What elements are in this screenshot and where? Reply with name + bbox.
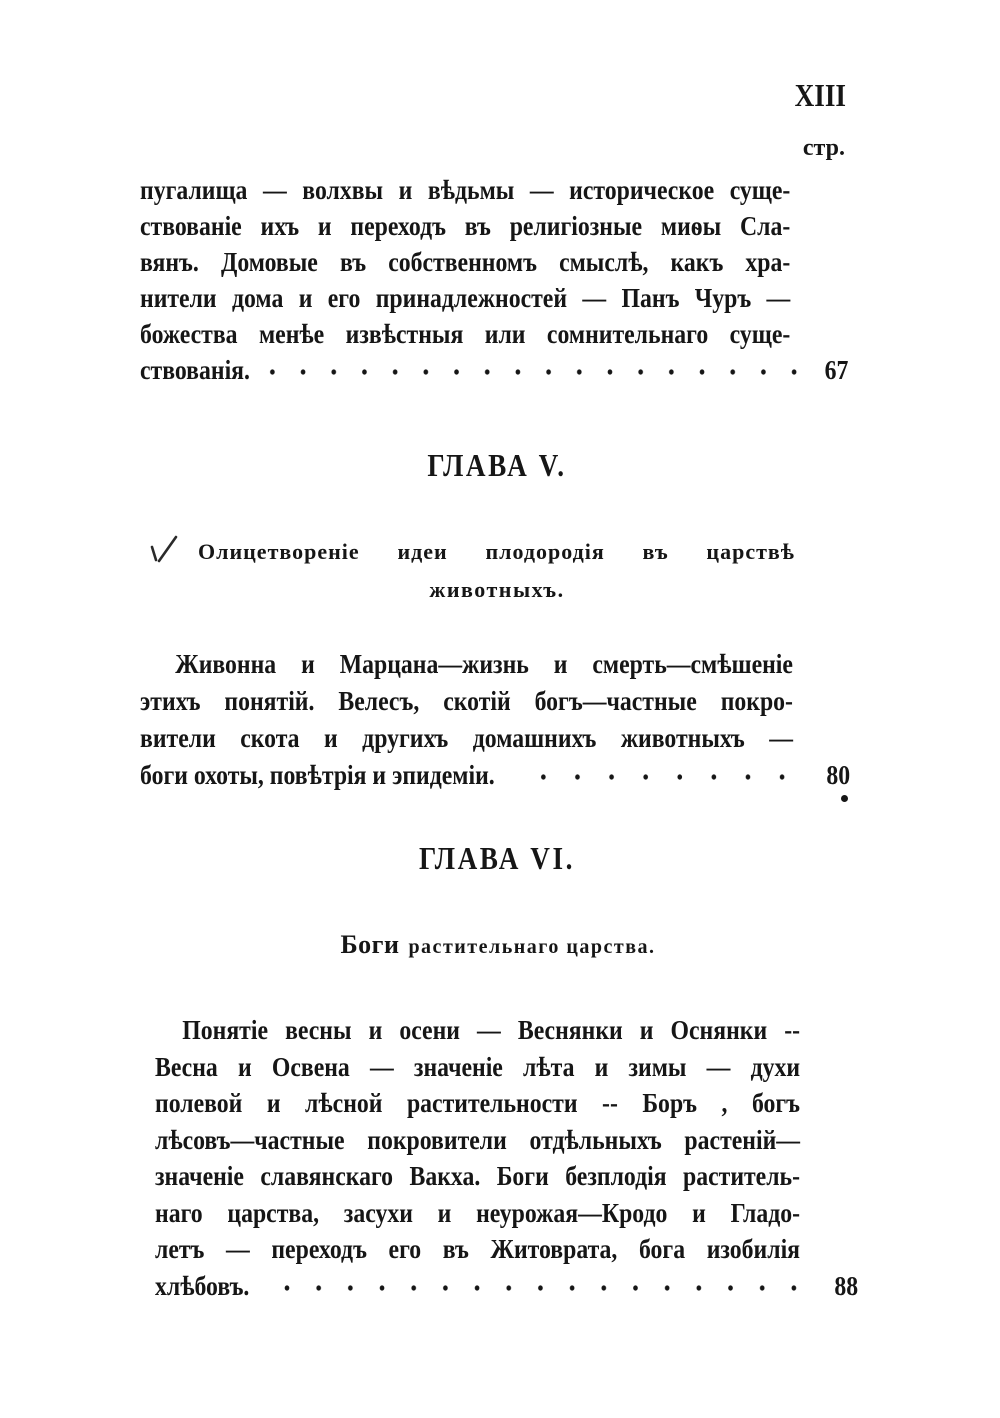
entry-line: значеніе славянскаго Вакха. Боги безплодія раститель-: [155, 1161, 801, 1191]
entry-line: летъ — переходъ его въ Житоврата, бога изобилія: [155, 1234, 801, 1264]
entry-line: ствованіе ихъ и переходъ въ религіозные миѳы Сла-: [140, 211, 791, 241]
entry-line-end: ствованія.: [140, 355, 250, 385]
dot-leader: [257, 369, 810, 375]
entry-line-end: хлѣбовъ.: [155, 1270, 250, 1301]
toc-entry-chapter-5: [140, 646, 850, 794]
entry-line: наго царства, засухи и неурожая—Кродо и Гладо-: [155, 1197, 801, 1228]
stray-ink-dot: [841, 795, 848, 802]
chapter-heading: ГЛАВА V.: [427, 447, 567, 483]
page-column-label: стр.: [802, 135, 845, 161]
entry-last-line: [140, 352, 848, 388]
toc-entry-chapter-6: [155, 1012, 858, 1304]
entry-line: вители скота и другихъ домашнихъ животныхъ —: [140, 723, 793, 753]
chapter-title-line: Олицетвореніе идеи плодородія въ царствѣ: [198, 539, 795, 564]
entry-page-number: 67: [824, 355, 849, 385]
entry-line-end: боги охоты, повѣтрія и эпидеміи.: [140, 760, 495, 790]
toc-entry-continued: [140, 172, 848, 388]
dot-leader: [271, 1285, 809, 1291]
chapter-title-rest: растительнаго царства.: [408, 936, 656, 958]
handwritten-check-mark: [147, 534, 179, 568]
entry-line: вянъ. Домовые въ собственномъ смыслѣ, какъ хра-: [140, 247, 791, 277]
entry-line: полевой и лѣсной растительности -- Боръ , богъ: [155, 1088, 801, 1118]
entry-line: божества менѣе извѣстныя или сомнительнаго суще-: [140, 319, 791, 349]
entry-line: нители дома и его принадлежностей — Панъ Чуръ —: [140, 283, 791, 313]
chapter-heading: ГЛАВА VI.: [419, 840, 575, 876]
dot-leader: [526, 774, 799, 780]
entry-line: Живонна и Марцана—жизнь и смерть—смѣшеніе: [175, 649, 793, 679]
entry-line: лѣсовъ—частные покровители отдѣльныхъ растеній—: [155, 1124, 801, 1155]
page-number: XIII: [794, 77, 846, 113]
entry-last-line: [140, 757, 850, 794]
entry-line: Весна и Освена — значеніе лѣта и зимы — духи: [155, 1051, 801, 1082]
chapter-title-first-word: Боги: [340, 930, 400, 959]
entry-page-number: 88: [834, 1270, 859, 1301]
entry-page-number: 80: [826, 760, 851, 790]
entry-last-line: [155, 1268, 858, 1305]
chapter-title-line: животныхъ.: [429, 577, 565, 602]
chapter-title: [248, 925, 748, 969]
entry-line: Понятіе весны и осени — Веснянки и Оснянки --: [182, 1015, 801, 1045]
entry-line: этихъ понятій. Велесъ, скотій богъ—частные покро-: [140, 686, 793, 716]
entry-line: пугалища — волхвы и вѣдьмы — историческое суще-: [140, 175, 791, 205]
